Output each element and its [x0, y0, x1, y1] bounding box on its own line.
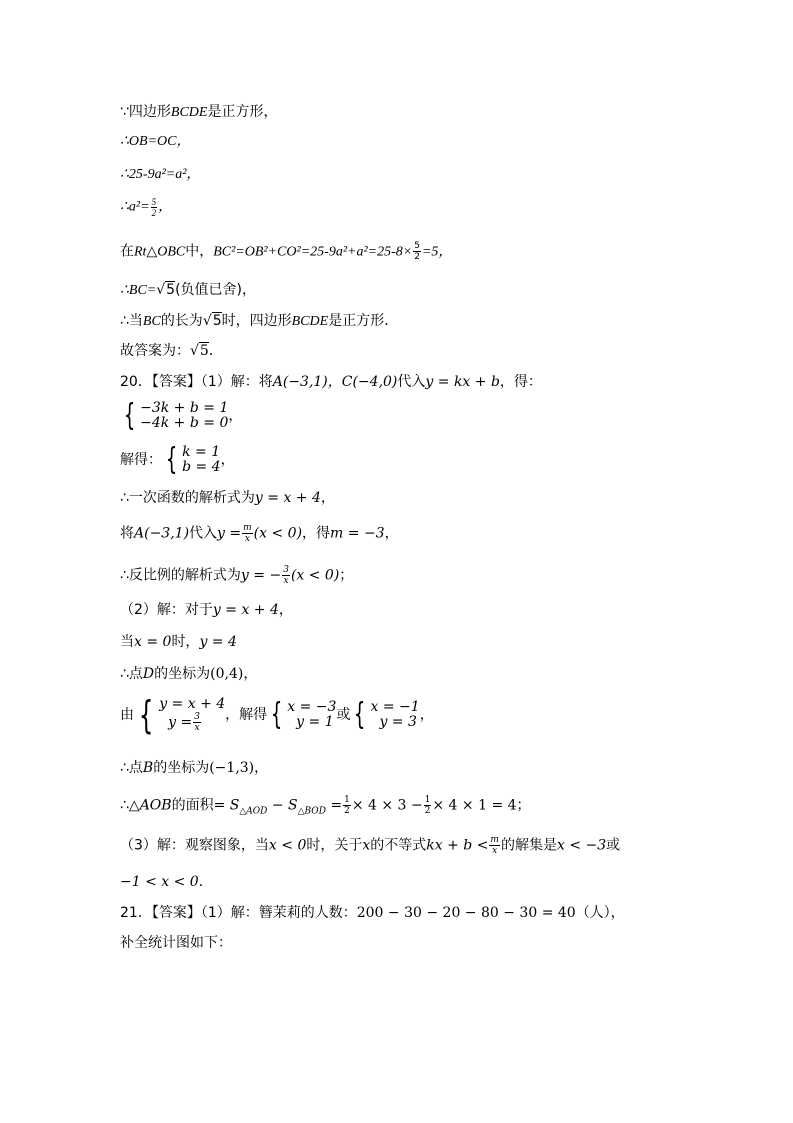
fraction	[282, 565, 290, 586]
expr: − S	[267, 797, 298, 814]
text: 是正方形．	[328, 313, 399, 329]
text: ，	[254, 760, 269, 776]
text: =5，	[421, 244, 453, 260]
expr: × 4 × 3 −	[351, 797, 423, 814]
expr: y = 1	[296, 714, 334, 730]
inequality: kx + b <	[426, 837, 489, 854]
text: （2）解：对于	[120, 602, 213, 618]
denominator: 2	[414, 252, 420, 262]
equation-system	[120, 398, 229, 433]
text: 的不等式	[370, 837, 427, 854]
text: （人），	[575, 905, 625, 921]
text: 的长为	[160, 313, 203, 329]
text: 时，四边形	[221, 313, 292, 329]
q21-header	[120, 904, 625, 922]
expr: × 4 × 1 = 4	[432, 797, 517, 814]
expr: y = x + 4	[212, 602, 279, 618]
line-part3	[120, 835, 620, 856]
result: x < −3	[556, 837, 607, 854]
equation-system	[162, 442, 221, 477]
text: 时，	[171, 634, 200, 650]
text: 时，关于	[306, 837, 363, 854]
line-substitute	[120, 523, 399, 544]
brace-icon: {	[123, 398, 136, 433]
text: ，	[243, 666, 258, 682]
line-inverse-function	[120, 565, 353, 586]
solution-1	[120, 442, 235, 477]
text: ，	[158, 199, 173, 215]
row: y = x + 4	[159, 696, 226, 712]
expr: y = x + 4	[254, 490, 321, 506]
text: ，得	[302, 525, 331, 542]
line-answer	[120, 342, 223, 360]
condition: (x < 0)	[253, 525, 303, 542]
line-point-b	[120, 759, 268, 777]
text: ∴点	[120, 760, 143, 776]
row	[371, 715, 420, 730]
var: BCDE	[291, 314, 329, 329]
numerator: 3	[194, 712, 200, 722]
expr: y = −	[240, 567, 282, 584]
text: ∴一次函数的解析式为	[120, 490, 255, 506]
line-square-given	[120, 103, 277, 122]
point: (−1,3)	[209, 760, 255, 776]
triangle: △AOB	[128, 797, 172, 814]
numerator: 1	[344, 795, 350, 805]
row: x = −3	[287, 699, 337, 715]
text: ，	[228, 408, 243, 424]
system-1	[120, 398, 243, 433]
q21-complete-chart	[120, 934, 232, 952]
equation-system	[267, 697, 337, 732]
text: 的解集是	[500, 837, 557, 854]
text: ∴	[120, 797, 129, 814]
sqrt: √5	[190, 343, 209, 359]
line-solve-system	[120, 693, 434, 737]
numerator: m	[243, 523, 252, 533]
expr: 200 − 30 − 20 − 80 − 30 = 40	[356, 905, 576, 921]
numerator: 5	[151, 197, 157, 207]
line-ob-oc	[120, 133, 190, 151]
text: ，	[419, 707, 434, 723]
fraction	[193, 712, 201, 733]
radicand: 5	[199, 343, 209, 359]
text: ，	[384, 525, 399, 542]
text: ∴点	[120, 666, 143, 682]
text: 在	[120, 243, 134, 260]
expr: y =	[168, 714, 193, 731]
denominator: x	[283, 576, 289, 586]
text: ，解得	[225, 707, 268, 723]
text: 的坐标为	[153, 760, 210, 776]
brace-icon: {	[270, 697, 283, 732]
text: 是正方形，	[207, 104, 278, 120]
points: A(−3,1)，C(−4,0)	[272, 374, 398, 390]
text: 代入	[397, 374, 426, 390]
text: ；	[516, 797, 531, 814]
line-bc-squared	[120, 241, 452, 262]
expr: =	[325, 797, 343, 814]
line-point-d	[120, 665, 257, 683]
fraction	[424, 795, 432, 816]
text: ∴BC=	[120, 283, 157, 298]
numerator: 5	[414, 241, 420, 251]
var: BCDE	[170, 105, 208, 120]
text: ，	[320, 490, 335, 506]
text: ∵四边形	[120, 104, 171, 120]
numerator: m	[490, 835, 499, 845]
expr: = S	[213, 797, 240, 814]
var: x	[362, 837, 371, 854]
line-area	[120, 795, 531, 820]
text: ．	[198, 874, 213, 890]
fraction	[343, 795, 351, 816]
numerator: 3	[283, 565, 289, 575]
var: B	[142, 760, 154, 776]
equation-system	[134, 693, 226, 737]
fraction	[151, 197, 158, 218]
line-equation	[120, 166, 200, 184]
subscript: △AOD	[239, 806, 268, 817]
row: −4k + b = 0	[140, 415, 229, 431]
var: D	[142, 666, 155, 682]
text: 补全统计图如下：	[120, 935, 232, 951]
row: x = −1	[370, 699, 420, 715]
row	[287, 715, 336, 730]
text: 解得：	[120, 452, 162, 468]
expr: BC²=OB²+CO²=25-9a²+a²=25-8×	[213, 244, 413, 260]
row: k = 1	[182, 444, 221, 460]
brace-icon: {	[354, 697, 366, 732]
line-part3-cont	[120, 873, 213, 891]
function: y = kx + b	[425, 374, 500, 390]
text: ，	[220, 452, 235, 468]
text: 或	[606, 837, 621, 854]
point: A(−3,1)	[134, 525, 190, 542]
text: ∴25-9a²=a²，	[120, 167, 201, 182]
text: 或	[336, 707, 351, 723]
denominator: x	[492, 846, 498, 856]
text: 的面积	[171, 797, 214, 814]
condition: (x < 0)	[290, 567, 340, 584]
result: m = −3	[330, 525, 385, 542]
brace-icon: {	[165, 442, 178, 477]
sqrt: √5	[156, 282, 176, 298]
text: 当	[120, 634, 134, 650]
line-linear-function	[120, 489, 335, 507]
text: ∴OB=OC，	[120, 134, 191, 149]
text: ，得：	[499, 374, 542, 390]
row: −3k + b = 1	[140, 400, 229, 416]
expr: x = 0	[134, 634, 172, 650]
fraction	[489, 835, 500, 856]
denominator: x	[244, 534, 250, 544]
text: 由	[120, 707, 134, 723]
text: 将	[120, 525, 134, 542]
brace-icon: {	[138, 693, 154, 737]
text: ∴反比例的解析式为	[120, 567, 241, 584]
subscript: △BOD	[297, 806, 326, 817]
text: 的坐标为	[154, 666, 211, 682]
text: ．	[208, 343, 223, 359]
line-conclusion	[120, 312, 398, 331]
text: ，	[278, 602, 293, 618]
row	[159, 712, 225, 733]
condition: x < 0	[268, 837, 307, 854]
denominator: 2	[151, 208, 157, 218]
radicand: 5	[212, 313, 222, 329]
text: 20．【答案】（1）解：将	[120, 374, 273, 390]
text: ∴a²=	[120, 199, 150, 215]
line-when-x0	[120, 633, 237, 651]
row: b = 4	[182, 459, 221, 475]
text: 中，	[185, 243, 214, 260]
result: y = 4	[199, 634, 237, 650]
fraction	[242, 523, 253, 544]
text: 代入	[189, 525, 218, 542]
line-bc-value	[120, 281, 256, 300]
sqrt: √5	[202, 313, 222, 329]
radicand: 5	[166, 282, 176, 298]
numerator: 1	[424, 795, 431, 805]
line-part2	[120, 601, 293, 619]
text: ∴当	[120, 313, 143, 329]
text: 故答案为：	[120, 343, 190, 359]
denominator: x	[194, 723, 200, 733]
expr: y =	[217, 525, 242, 542]
fraction	[413, 241, 421, 262]
text: 21．【答案】（1）解：簪茉莉的人数：	[120, 905, 357, 921]
triangle: Rt△OBC	[134, 244, 186, 260]
equation-system	[350, 697, 420, 732]
point: (0,4)	[210, 666, 244, 682]
q20-header	[120, 373, 542, 391]
var: BC	[142, 314, 161, 329]
result: −1 < x < 0	[120, 874, 199, 890]
text: (负值已舍)，	[175, 282, 257, 298]
line-a-squared	[120, 197, 172, 218]
expr: y = 3	[379, 714, 417, 730]
text: ；	[339, 567, 354, 584]
text: （3）解：观察图象，当	[120, 837, 269, 854]
denominator: 2	[424, 806, 431, 816]
denominator: 2	[344, 806, 350, 816]
